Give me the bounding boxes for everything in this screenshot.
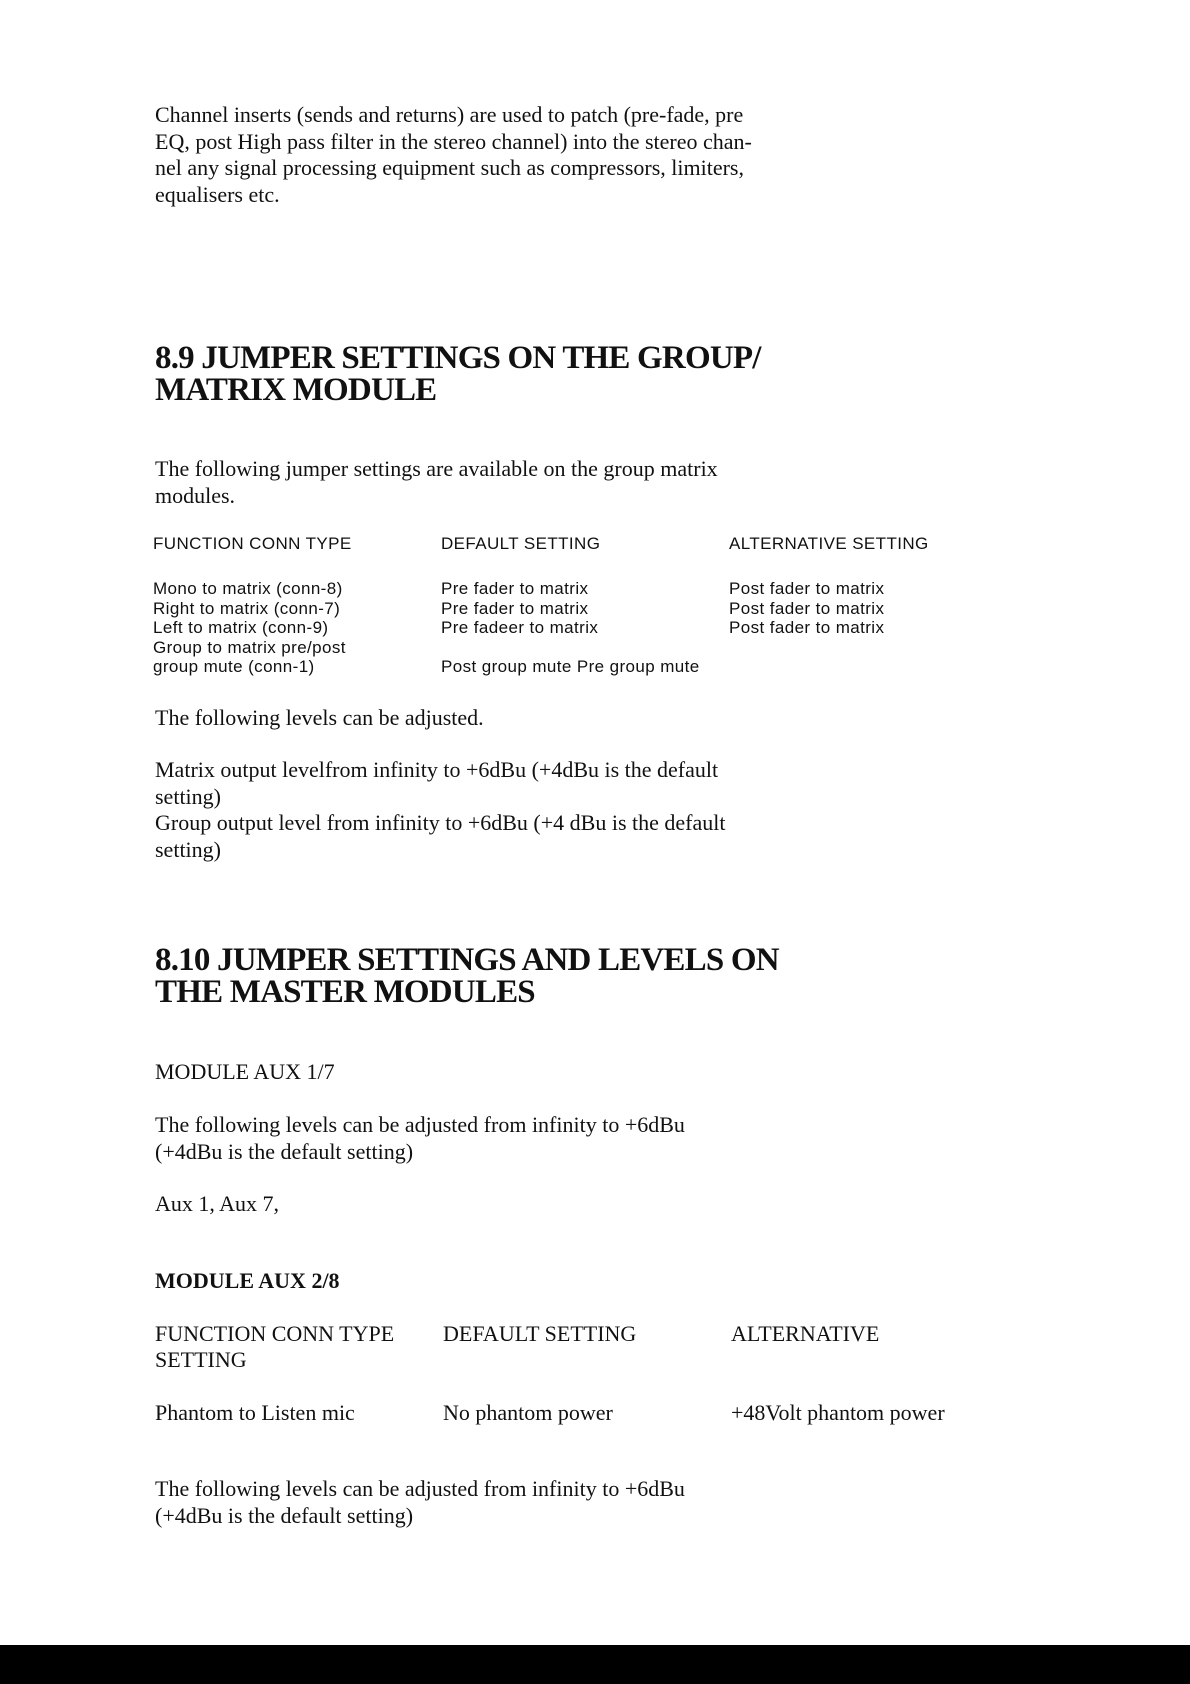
header-function: FUNCTION CONN TYPE	[153, 534, 352, 553]
table-row	[153, 638, 1053, 658]
text-line: The following levels can be adjusted from infinity to +6dBu	[155, 1112, 685, 1137]
section-8-9-intro	[155, 456, 718, 509]
table-row	[153, 657, 1053, 677]
header-alternative: ALTERNATIVE SETTING	[729, 534, 929, 553]
aux-2-8-table-header-continued	[155, 1347, 1055, 1374]
levels-line: Group output level from infinity to +6dBu (+4 dBu is the default	[155, 810, 726, 835]
levels-paragraph	[155, 757, 725, 863]
levels-intro: The following levels can be adjusted.	[155, 705, 484, 730]
module-aux-1-7-list: Aux 1, Aux 7,	[155, 1191, 280, 1216]
module-aux-1-7-title: MODULE AUX 1/7	[155, 1059, 335, 1084]
cell-alternative: +48Volt phantom power	[731, 1400, 945, 1425]
text-line: The following levels can be adjusted from infinity to +6dBu	[155, 1476, 685, 1501]
cell-function: Phantom to Listen mic	[155, 1400, 355, 1425]
jumper-table-header	[153, 534, 1053, 554]
levels-line: setting)	[155, 836, 221, 862]
heading-line: 8.10 JUMPER SETTINGS AND LEVELS ON	[155, 942, 779, 978]
header-default: DEFAULT SETTING	[443, 1321, 637, 1346]
cell-default: Post group mute Pre group mute	[441, 657, 700, 676]
heading-line: MATRIX MODULE	[155, 372, 437, 408]
table-row	[153, 579, 1053, 599]
cell-function: Group to matrix pre/post	[153, 637, 346, 657]
cell-default: Pre fader to matrix	[441, 579, 589, 598]
cell-alternative: Post fader to matrix	[729, 598, 885, 618]
aux-2-8-table-header	[155, 1321, 1055, 1348]
section-8-9-heading	[155, 342, 761, 406]
cell-function: Right to matrix (conn-7)	[153, 598, 341, 618]
page-bottom-border	[0, 1645, 1190, 1684]
section-8-10-heading	[155, 944, 779, 1008]
cell-function: group mute (conn-1)	[153, 657, 315, 676]
cell-default: Pre fadeer to matrix	[441, 618, 599, 637]
cell-default: Pre fader to matrix	[441, 598, 589, 618]
levels-line: setting)	[155, 783, 221, 809]
jumper-table-body	[153, 579, 1053, 677]
cell-function: Mono to matrix (conn-8)	[153, 579, 343, 598]
module-aux-2-8-title: MODULE AUX 2/8	[155, 1268, 340, 1293]
table-row	[153, 599, 1053, 619]
text-line: (+4dBu is the default setting)	[155, 1502, 414, 1528]
intro-line: The following jumper settings are available on the group matrix	[155, 456, 718, 481]
intro-line: equalisers etc.	[155, 181, 280, 207]
header-default: DEFAULT SETTING	[441, 534, 601, 553]
heading-line: THE MASTER MODULES	[155, 974, 535, 1010]
cell-default: No phantom power	[443, 1400, 613, 1425]
levels-line: Matrix output levelfrom infinity to +6dBu (+4dBu is the default	[155, 757, 719, 782]
table-row	[153, 618, 1053, 638]
cell-alternative: Post fader to matrix	[729, 618, 885, 637]
header-setting: SETTING	[155, 1347, 247, 1372]
module-aux-1-7-text	[155, 1112, 685, 1165]
text-line: (+4dBu is the default setting)	[155, 1138, 414, 1164]
module-aux-2-8-text	[155, 1476, 685, 1529]
intro-line: EQ, post High pass filter in the stereo channel) into the stereo chan-	[155, 128, 752, 154]
intro-line: nel any signal processing equipment such as compressors, limiters,	[155, 155, 744, 180]
intro-paragraph	[155, 102, 752, 208]
table-row	[155, 1400, 1055, 1427]
intro-line: Channel inserts (sends and returns) are used to patch (pre-fade, pre	[155, 102, 744, 127]
cell-alternative: Post fader to matrix	[729, 579, 885, 598]
cell-function: Left to matrix (conn-9)	[153, 618, 329, 637]
intro-line: modules.	[155, 482, 236, 508]
heading-line: 8.9 JUMPER SETTINGS ON THE GROUP/	[155, 340, 761, 376]
header-alternative: ALTERNATIVE	[731, 1321, 880, 1346]
header-function: FUNCTION CONN TYPE	[155, 1321, 395, 1346]
